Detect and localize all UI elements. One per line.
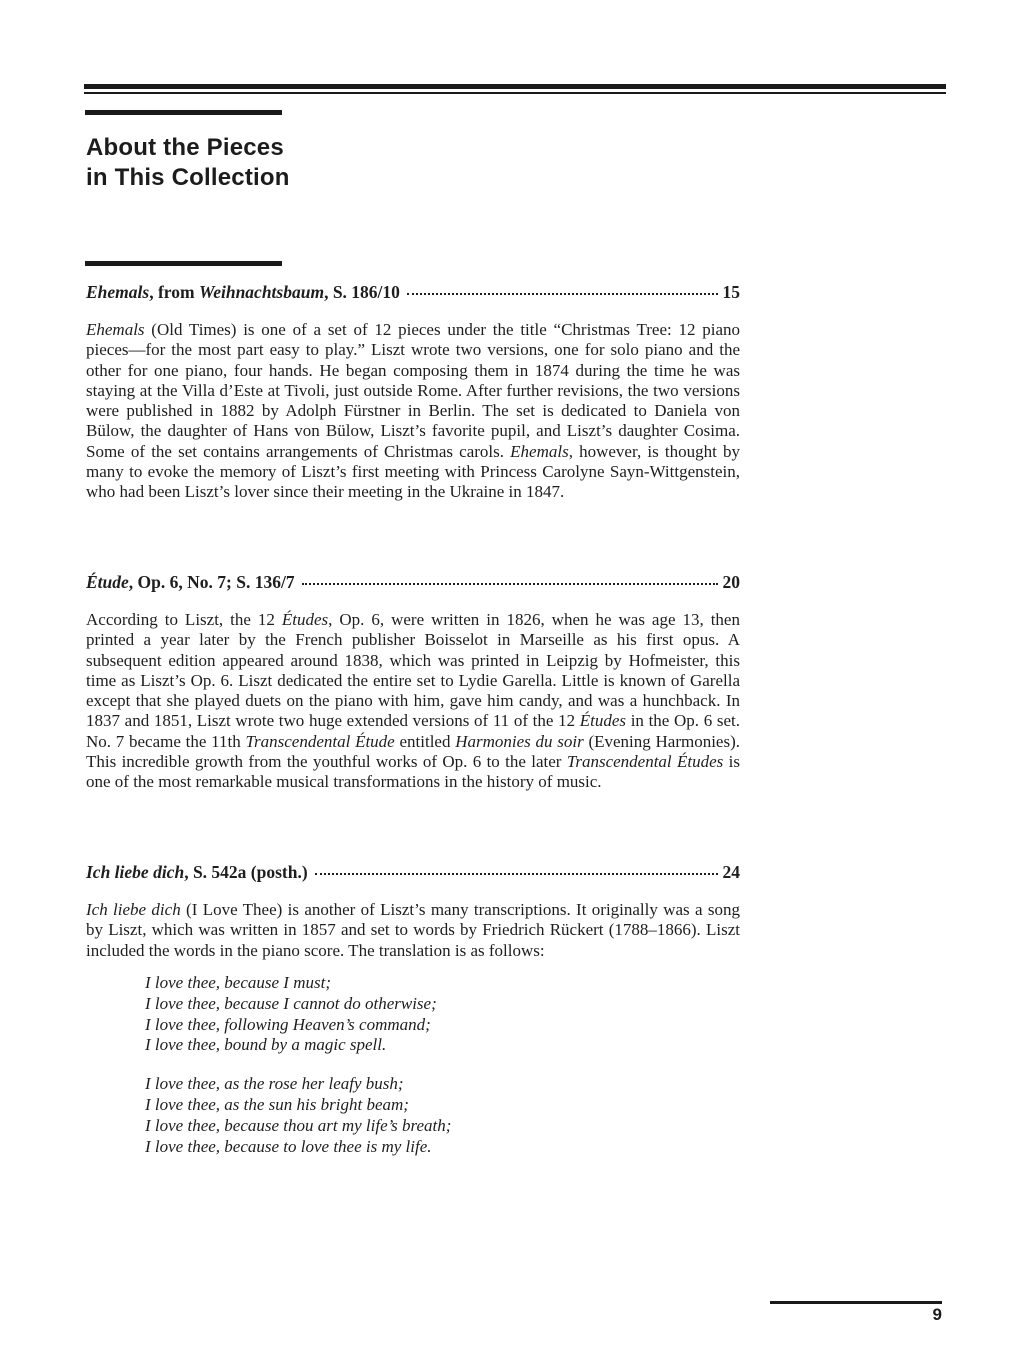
poem-stanza-1 — [145, 973, 451, 1056]
dot-leader — [302, 583, 718, 585]
poem-line: I love thee, because to love thee is my life. — [145, 1136, 432, 1156]
poem-line: I love thee, because thou art my life’s breath; — [145, 1115, 452, 1135]
piece-description: According to Liszt, the 12 Études, Op. 6, were written in 1826, when he was age 13, then printed a year later by the French publisher Boisselot in Marseille as his first opus. A subsequent edition appeared around 1838, which was printed in Leipzig by Hofmeister, this time as Liszt’s Op. 6. Liszt dedicated the entire set to Lydie Garella. Little is known of Garella except that she played duets on the piano with him, gave him candy, and was a hunchback. In 1837 and 1851, Liszt wrote two huge extended versions of 11 of the 12 Études in the Op. 6 set. No. 7 became the 11th Transcendental Étude entitled Harmonies du soir (Evening Harmonies). This incredible growth from the youthful works of Op. 6 to the later Transcendental Études is one of the most remarkable musical transformations in the history of music. — [86, 610, 741, 792]
title-accent-rule — [85, 110, 282, 115]
footer-rule — [770, 1301, 942, 1304]
poem-line: I love thee, because I cannot do otherwise; — [145, 993, 437, 1013]
piece-description: Ehemals (Old Times) is one of a set of 12 pieces under the title “Christmas Tree: 12 piano pieces—for the most part easy to play.” Liszt wrote two versions, one for solo piano and the other for one piano, four hands. He began composing them in 1874 during the time he was staying at the Villa d’Este at Tivoli, just outside Rome. After further revisions, the two versions were published in 1882 by Adolph Fürstner in Berlin. The set is dedicated to Daniela von Bülow, the daughter of Hans von Bülow, Liszt’s favorite pupil, and Liszt’s daughter Cosima. Some of the set contains arrangements of Christmas carols. Ehemals, however, is thought by many to evoke the memory of Liszt’s first meeting with Princess Carolyne Sayn-Wittgenstein, who had been Liszt’s lover since their meeting in the Ukraine in 1847. — [86, 320, 740, 502]
top-thin-rule — [84, 92, 946, 94]
section-ehemals — [86, 281, 740, 503]
piece-page-number: 20 — [722, 572, 740, 592]
folio-page-number: 9 — [932, 1305, 942, 1324]
page-title-line-2: in This Collection — [86, 164, 290, 191]
poem-stanza-2 — [145, 1074, 451, 1157]
piece-page-number: 24 — [722, 862, 740, 882]
dot-leader — [315, 873, 718, 875]
piece-description: Ich liebe dich (I Love Thee) is another of Liszt’s many transcriptions. It originally was a song by Liszt, which was written in 1857 and set to words by Friedrich Rückert (1788–1866). Liszt included the words in the piano score. The translation is as follows: — [86, 900, 740, 960]
section-etude — [86, 571, 740, 793]
poem-line: I love thee, because I must; — [145, 973, 331, 992]
poem-line: I love thee, as the sun his bright beam; — [145, 1094, 409, 1114]
section-accent-rule — [85, 261, 282, 266]
piece-title: Étude, Op. 6, No. 7; S. 136/7 — [86, 572, 295, 592]
top-thick-rule — [84, 84, 946, 89]
poem-line: I love thee, following Heaven’s command; — [145, 1014, 431, 1034]
section-ich-liebe-dich — [86, 861, 740, 961]
piece-page-number: 15 — [722, 282, 740, 302]
dot-leader — [407, 293, 718, 295]
translated-poem — [145, 973, 451, 1157]
poem-line: I love thee, as the rose her leafy bush; — [145, 1074, 404, 1094]
piece-heading — [86, 281, 740, 303]
piece-title: Ich liebe dich, S. 542a (posth.) — [86, 862, 308, 882]
poem-line: I love thee, bound by a magic spell. — [145, 1035, 387, 1055]
piece-heading — [86, 861, 740, 883]
page-title-line-1: About the Pieces — [86, 134, 284, 161]
page-title — [86, 133, 290, 193]
piece-title: Ehemals, from Weihnachtsbaum, S. 186/10 — [86, 282, 400, 302]
piece-heading — [86, 571, 740, 593]
